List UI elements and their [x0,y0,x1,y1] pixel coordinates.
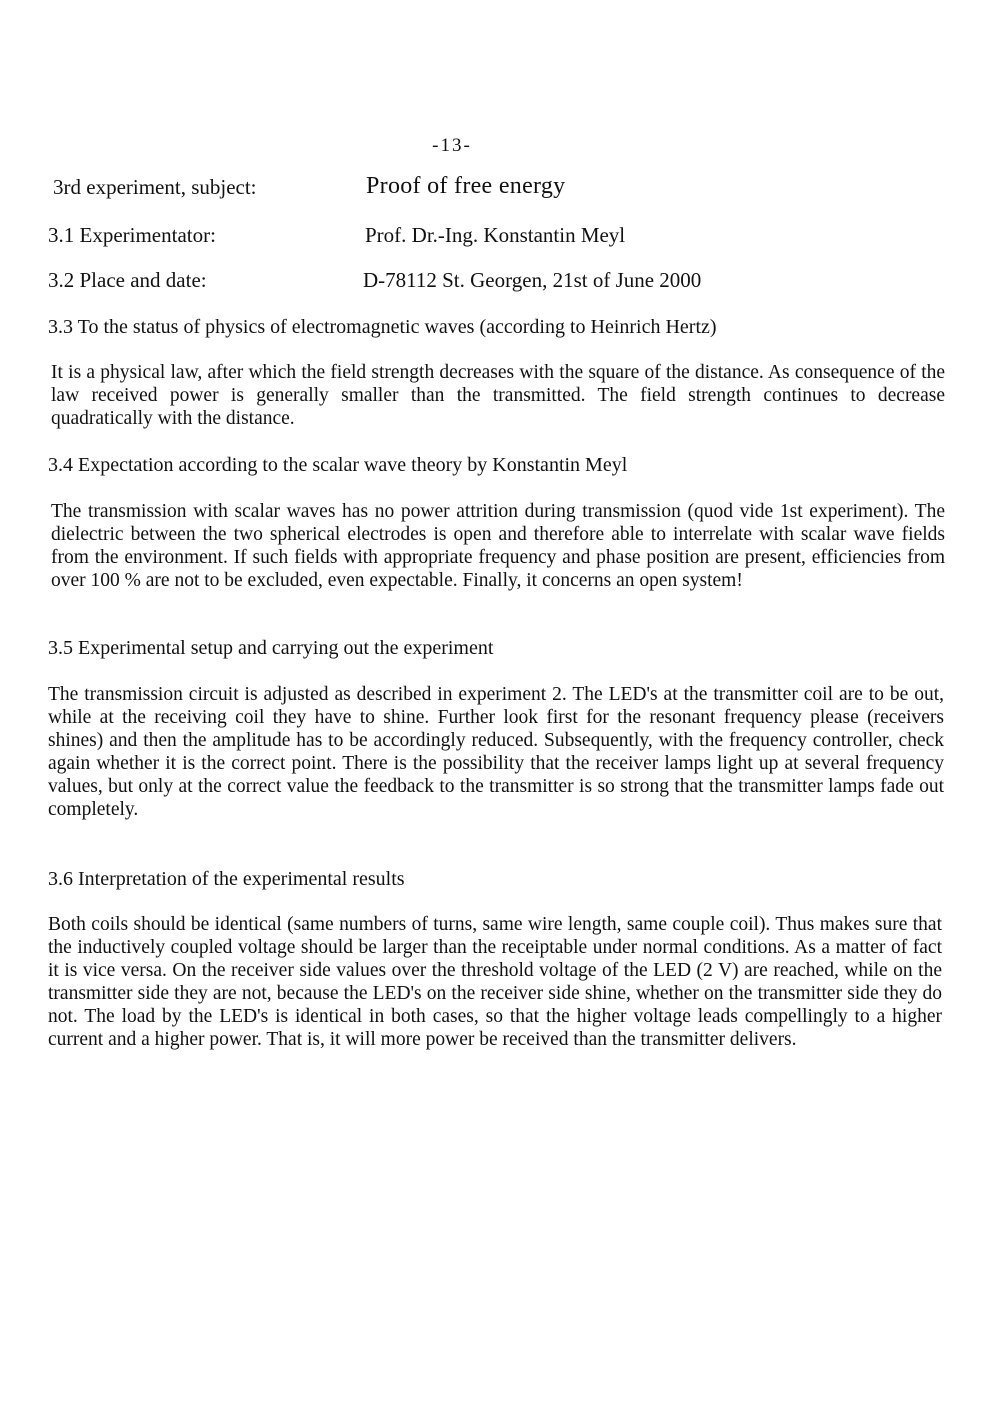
text-line: resonant frequency please (receivers shines) and then the amplitude has to be accordingly [48,707,944,751]
text-line: even expectable. Finally, it concerns an open system! [327,570,743,591]
page-number: -13- [432,135,472,156]
text-line: coil are to be out, while at the receiving coil they have to shine. Further look first for the [48,684,944,728]
section-paragraph-3-4 [51,500,945,592]
experimentator-label: 3.1 Experimentator: [48,223,216,247]
text-line: point. There is the possibility that the receiver lamps light up at several frequency values, but [48,753,944,797]
experimentator-value: Prof. Dr.-Ing. Konstantin Meyl [365,223,626,247]
subject-label: 3rd experiment, subject: [53,175,257,199]
text-line: higher current and a higher power. That is, it will more power be received than the transmitter [48,1006,942,1050]
text-line: load by the LED's is identical in both cases, so that the higher voltage leads compellingly to a [121,1006,886,1027]
text-line: the threshold voltage of the LED (2 V) are reached, while on the transmitter side they are not, [48,960,942,1004]
section-paragraph-3-5 [48,683,944,821]
text-line: because the LED's on the receiver side shine, whether on the transmitter side they do not. The [48,983,943,1027]
text-line: Thus makes sure that the inductively coupled voltage should be larger than the receiptable [48,914,943,958]
text-line: interrelate with scalar wave fields from the environment. If such fields with appropriate [51,524,945,568]
section-paragraph-3-6 [48,913,942,1051]
section-heading-3-5: 3.5 Experimental setup and carrying out the experiment [48,637,494,659]
text-line: strength continues to decrease quadratically with the distance. [51,385,945,429]
text-line: under normal conditions. As a matter of fact it is vice versa. On the receiver side values over [48,937,943,981]
section-heading-3-3: 3.3 To the status of physics of electromagnetic waves (according to Heinrich Hertz) [48,316,717,338]
text-line: consequence of the law received power is generally smaller than the transmitted. The field [51,362,946,406]
text-line: It is a physical law, after which the field strength decreases with the square of the distance. As [51,362,790,383]
place-date-label: 3.2 Place and date: [48,268,207,292]
text-line: only at the correct value the feedback to the transmitter is so strong that the transmitter lamps [138,776,875,797]
section-heading-3-4: 3.4 Expectation according to the scalar wave theory by Konstantin Meyl [48,454,628,476]
text-line: experiment). The dielectric between the two spherical electrodes is open and therefore able to [51,501,946,545]
text-line: The transmission with scalar waves has no power attrition during transmission (quod vide 1st [51,501,803,522]
text-line: frequency and phase position are present, efficiencies from over 100 % are not to be excluded, [51,547,946,591]
text-line: fade out completely. [48,776,944,820]
place-date-value: D-78112 St. Georgen, 21st of June 2000 [363,268,702,292]
text-line: The transmission circuit is adjusted as described in experiment 2. The LED's at the transmitter [48,684,798,705]
text-line: Both coils should be identical (same numbers of turns, same wire length, same couple coil). [48,914,771,935]
text-line: reduced. Subsequently, with the frequency controller, check again whether it is the correct [48,730,945,774]
text-line: delivers. [729,1029,797,1050]
section-paragraph-3-3 [51,361,945,430]
subject-title: Proof of free energy [366,173,566,199]
section-heading-3-6: 3.6 Interpretation of the experimental results [48,868,405,890]
